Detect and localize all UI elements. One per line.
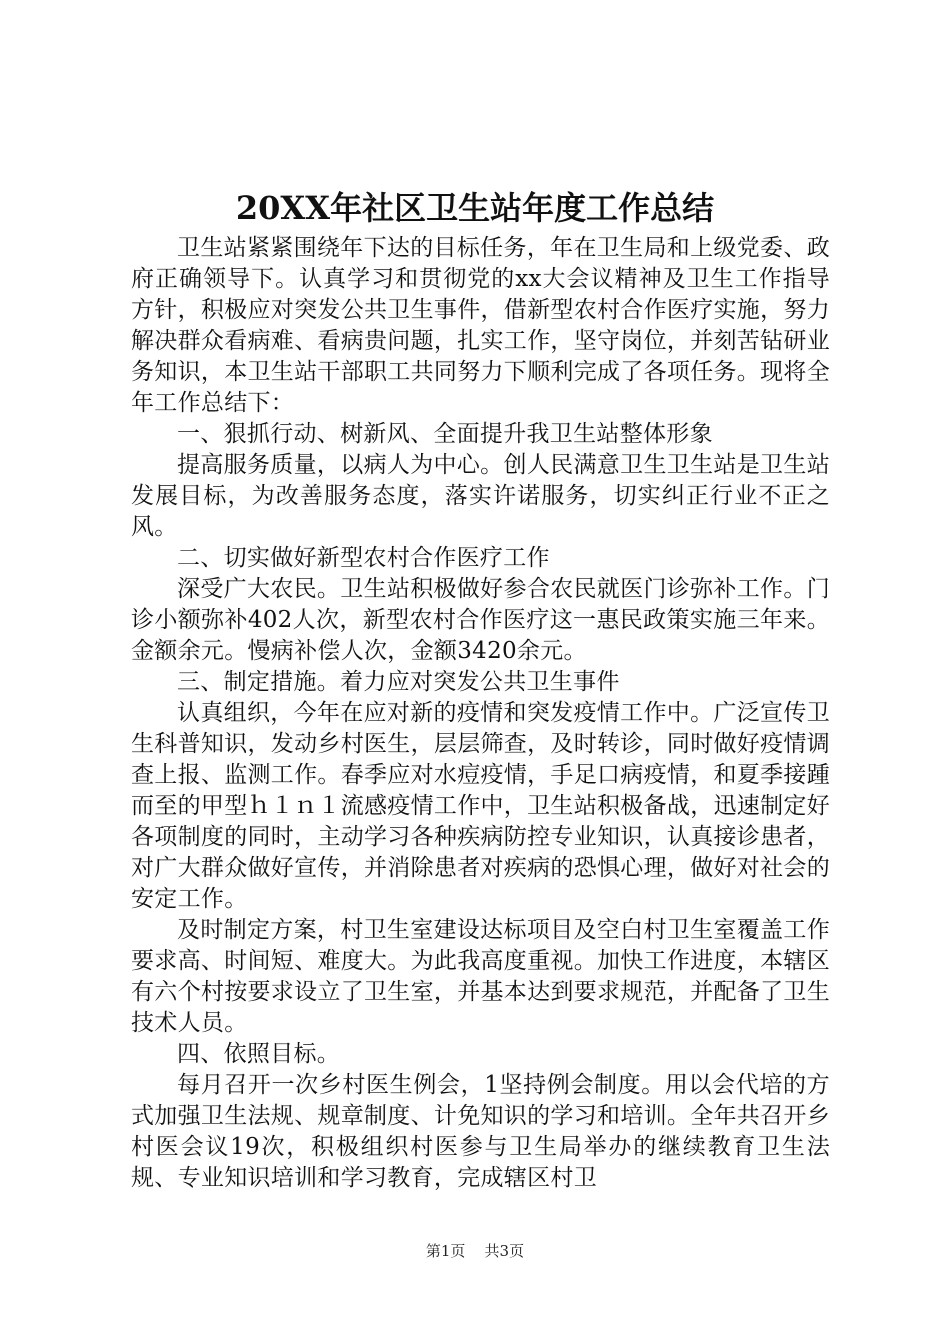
paragraph-2: 深受广大农民。卫生站积极做好参合农民就医门诊弥补工作。门诊小额弥补402人次，新型农村合作医疗这一惠民政策实施三年来。金额余元。慢病补偿人次，金额3420余元。 bbox=[131, 576, 830, 664]
paragraph-4: 及时制定方案，村卫生室建设达标项目及空白村卫生室覆盖工作要求高、时间短、难度大。为此我高度重视。加快工作进度，本辖区有六个村按要求设立了卫生室，并基本达到要求规范，并配备了卫生技术人员。 bbox=[131, 917, 830, 1036]
paragraph-intro: 卫生站紧紧围绕年下达的目标任务，年在卫生局和上级党委、政府正确领导下。认真学习和贯彻党的xx大会议精神及卫生工作指导方针，积极应对突发公共卫生事件，借新型农村合作医疗实施，努力解决群众看病难、看病贵问题，扎实工作，坚守岗位，并刻苦钻研业务知识，本卫生站干部职工共同努力下顺利完成了各项任务。现将全年工作总结下： bbox=[131, 235, 830, 416]
paragraph-5: 每月召开一次乡村医生例会，1坚持例会制度。用以会代培的方式加强卫生法规、规章制度、计免知识的学习和培训。全年共召开乡村医会议19次，积极组织村医参与卫生局举办的继续教育卫生法规、专业知识培训和学习教育，完成辖区村卫 bbox=[131, 1072, 830, 1191]
section-heading-4: 四、依照目标。 bbox=[177, 1041, 341, 1067]
page-footer bbox=[0, 1241, 950, 1261]
page-number: 第1页 bbox=[425, 1242, 466, 1260]
paragraph-3: 认真组织，今年在应对新的疫情和突发疫情工作中。广泛宣传卫生科普知识，发动乡村医生，层层筛查，及时转诊，同时做好疫情调查上报、监测工作。春季应对水痘疫情，手足口病疫情，和夏季接踵而至的甲型ｈ１ｎ１流感疫情工作中，卫生站积极备战，迅速制定好各项制度的同时，主动学习各种疾病防控专业知识，认真接诊患者，对广大群众做好宣传，并消除患者对疾病的恐惧心理，做好对社会的安定工作。 bbox=[131, 700, 830, 912]
document-body bbox=[131, 233, 830, 1194]
page-spacer bbox=[470, 1242, 480, 1260]
section-heading-2: 二、切实做好新型农村合作医疗工作 bbox=[177, 545, 550, 571]
section-heading-1: 一、狠抓行动、树新风、全面提升我卫生站整体形象 bbox=[177, 421, 713, 447]
paragraph-1: 提高服务质量，以病人为中心。创人民满意卫生卫生站是卫生站发展目标，为改善服务态度，落实许诺服务，切实纠正行业不正之风。 bbox=[131, 452, 830, 540]
page-total: 共3页 bbox=[484, 1242, 525, 1260]
document-title: 20XX年社区卫生站年度工作总结 bbox=[235, 189, 715, 227]
section-heading-3: 三、制定措施。着力应对突发公共卫生事件 bbox=[177, 669, 620, 695]
